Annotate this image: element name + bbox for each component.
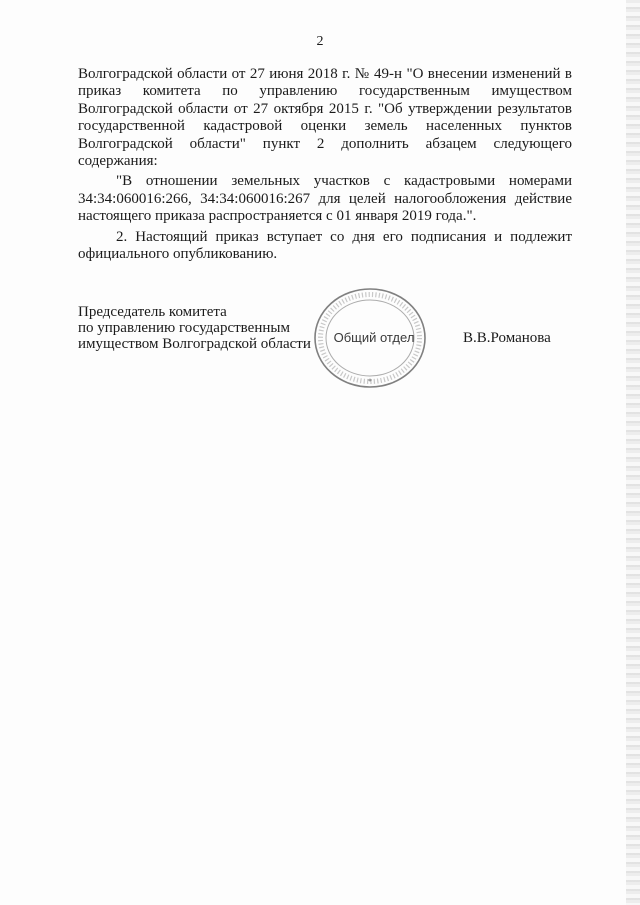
page-number: 2 [316,34,324,49]
scan-edge [626,0,640,905]
document-body [78,66,572,263]
signatory-title [78,304,311,352]
signatory-title-line-2: по управлению государственным [78,320,290,336]
signatory-name: В.В.Романова [463,330,551,346]
paragraph-1: Волгоградской области от 27 июня 2018 г. № 49-н "О внесении изменений в приказ комитета по управлению государственным имуществом Волгоградской области от 27 октября 2015 г. "Об утверждении результатов государственной кадастровой оценки земель населенных пунктов Волгоградской области" пункт 2 дополнить абзацем следующего содержания: [78,66,572,170]
svg-text:*: * [368,377,372,386]
paragraph-2: "В отношении земельных участков с кадастровыми номерами 34:34:060016:266, 34:34:060016:267 для целей налогообложения действие настоящего приказа распространяется с 01 января 2019 года.". [78,173,572,225]
signatory-title-line-1: Председатель комитета [78,304,227,320]
stamp-label: Общий отдел [333,330,415,345]
signatory-title-line-3: имуществом Волгоградской области [78,336,311,352]
paragraph-3: 2. Настоящий приказ вступает со дня его подписания и подлежит официального опубликованию. [78,228,572,263]
